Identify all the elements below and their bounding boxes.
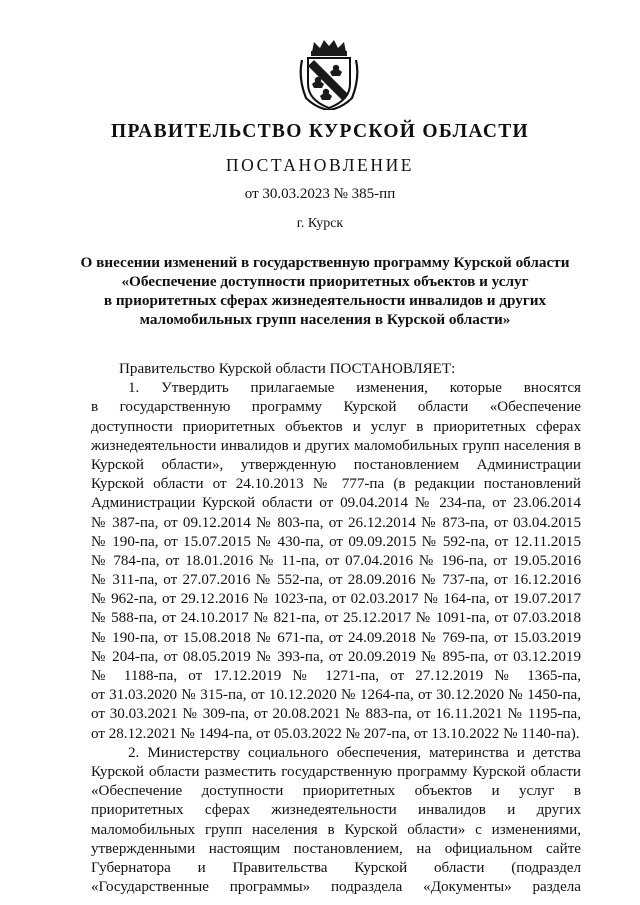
body-line: 2. Министерству социального обеспечения, материнства и детства bbox=[128, 744, 581, 761]
body-line: Курской области от 24.10.2013 № 777-па (в редакции постановлений bbox=[91, 476, 581, 493]
document-title bbox=[60, 253, 590, 329]
body-line: жизнедеятельности инвалидов и других маломобильных групп населения в bbox=[91, 437, 581, 454]
body-line: от 31.03.2020 № 315-па, от 10.12.2020 № 1264-па, от 30.12.2020 № 1450-па, bbox=[91, 687, 581, 704]
title-line: «Обеспечение доступности приоритетных объектов и услуг bbox=[121, 273, 529, 290]
body-line: Правительство Курской области ПОСТАНОВЛЯЕТ: bbox=[119, 361, 456, 377]
body-line: «Государственные программы» подраздела «Документы» раздела bbox=[91, 879, 581, 896]
body-line: Курской области», утвержденную постановлением Администрации bbox=[91, 456, 581, 473]
body-line: № 190-па, от 15.08.2018 № 671-па, от 24.09.2018 № 769-па, от 15.03.2019 bbox=[91, 629, 581, 646]
document-type: ПОСТАНОВЛЕНИЕ bbox=[225, 155, 415, 175]
document-date-number: от 30.03.2023 № 385-пп bbox=[244, 186, 396, 202]
title-line: О внесении изменений в государственную программу Курской области bbox=[80, 254, 570, 271]
body-line: доступности приоритетных объектов и услуг в приоритетных сферах bbox=[91, 418, 581, 435]
body-line: от 30.03.2021 № 309-па, от 20.08.2021 № 883-па, от 16.11.2021 № 1195-па, bbox=[91, 706, 581, 723]
body-line: в государственную программу Курской области «Обеспечение bbox=[91, 399, 581, 416]
body-line: 1. Утвердить прилагаемые изменения, которые вносятся bbox=[128, 380, 581, 397]
body-line: Губернатора и Правительства Курской области (подраздел bbox=[91, 859, 581, 876]
body-line: № 1188-па, от 17.12.2019 № 1271-па, от 27.12.2019 № 1365-па, bbox=[91, 668, 581, 684]
body-line: № 204-па, от 08.05.2019 № 393-па, от 20.09.2019 № 895-па, от 03.12.2019 bbox=[91, 648, 581, 665]
body-line: маломобильных групп населения в Курской области» с изменениями, bbox=[91, 821, 581, 838]
body-line: приоритетных сферах жизнедеятельности инвалидов и других bbox=[91, 802, 581, 819]
body-line: № 311-па, от 27.07.2016 № 552-па, от 28.09.2016 № 737-па, от 16.12.2016 bbox=[91, 572, 581, 589]
body-line: от 28.12.2021 № 1494-па, от 05.03.2022 № 207-па, от 13.10.2022 № 1140-па). bbox=[91, 725, 580, 742]
body-line: № 190-па, от 15.07.2015 № 430-па, от 09.09.2015 № 592-па, от 12.11.2015 bbox=[91, 533, 581, 550]
body-line: № 588-па, от 24.10.2017 № 821-па, от 25.12.2017 № 1091-па, от 07.03.2018 bbox=[91, 610, 581, 627]
document-body bbox=[91, 360, 581, 897]
body-line: «Обеспечение доступности приоритетных объектов и услуг в bbox=[91, 783, 581, 800]
body-line: Курской области разместить государственную программу Курской области bbox=[91, 763, 581, 780]
body-line: Администрации Курской области от 09.04.2014 № 234-па, от 23.06.2014 bbox=[91, 495, 581, 512]
kursk-coat-of-arms-icon bbox=[296, 38, 362, 110]
title-line: в приоритетных сферах жизнедеятельности инвалидов и других bbox=[103, 292, 547, 309]
government-name: ПРАВИТЕЛЬСТВО КУРСКОЙ ОБЛАСТИ bbox=[111, 121, 529, 142]
body-line: № 784-па, от 18.01.2016 № 11-па, от 07.04.2016 № 196-па, от 19.05.2016 bbox=[91, 552, 581, 569]
title-line: маломобильных групп населения в Курской области» bbox=[139, 311, 511, 328]
document-city: г. Курск bbox=[296, 216, 344, 231]
body-line: утвержденными настоящим постановлением, на официальном сайте bbox=[91, 840, 581, 857]
body-line: № 962-па, от 29.12.2016 № 1023-па, от 02.03.2017 № 164-па, от 19.07.2017 bbox=[91, 591, 581, 608]
body-line: № 387-па, от 09.12.2014 № 803-па, от 26.12.2014 № 873-па, от 03.04.2015 bbox=[91, 514, 581, 531]
